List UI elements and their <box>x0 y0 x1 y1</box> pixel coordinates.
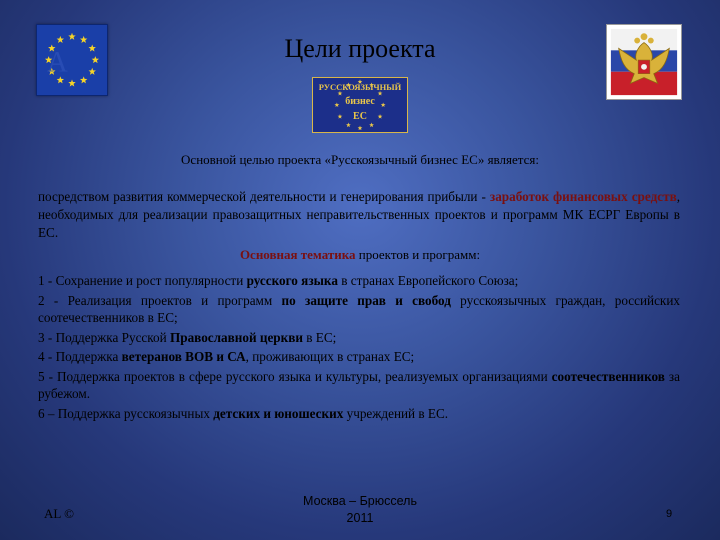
logo-line-2: бизнес <box>345 96 375 107</box>
goal-highlight: заработок финансовых средств <box>489 189 677 204</box>
list-item <box>38 272 680 290</box>
footer-location: Москва – Брюссель <box>303 494 417 508</box>
star-icon <box>358 126 363 131</box>
themes-heading-rest: проектов и программ: <box>355 247 481 262</box>
item-text: 3 - Поддержка Русской <box>38 329 170 345</box>
item-bold: русского языка <box>246 273 338 288</box>
item-text: русскоязычных граждан, российских соотечественников в ЕС; <box>38 292 680 325</box>
list-item <box>38 329 680 347</box>
goal-paragraph <box>38 188 680 242</box>
item-text: , проживающих в странах ЕС; <box>245 349 415 364</box>
list-item <box>38 292 680 327</box>
logo-line-1: РУССКОЯЗЫЧНЫЙ <box>318 82 402 92</box>
list-item <box>38 368 680 403</box>
list-item <box>38 405 680 423</box>
footer-author: AL © <box>44 506 74 521</box>
goal-text-part2: , необходимых для реализации правозащитных неправительственных проектов и программ МК ЕСРГ Европы в ЕС. <box>38 189 680 240</box>
star-icon <box>369 123 374 128</box>
main-goal-heading: Основной целью проекта «Русскоязычный бизнес ЕС» является: <box>181 152 539 167</box>
themes-list <box>38 272 680 424</box>
item-text: учреждений в ЕС. <box>343 405 449 421</box>
page-number: 9 <box>666 508 673 520</box>
item-text: 6 – Поддержка русскоязычных <box>38 405 214 421</box>
item-bold: ветеранов ВОВ и СА <box>121 349 246 364</box>
business-logo <box>312 77 408 133</box>
item-bold: по защите прав и свобод <box>281 292 451 308</box>
item-text: 1 - Сохранение и рост популярности <box>38 273 247 288</box>
item-bold: детских и юношеских <box>213 405 344 421</box>
item-bold: Православной церкви <box>169 329 303 345</box>
logo-line-3: ЕС <box>353 111 367 122</box>
footer-year: 2011 <box>346 511 374 525</box>
item-text: в странах Европейского Союза; <box>337 273 519 288</box>
footer-location-year <box>280 493 440 527</box>
themes-heading-highlight: Основная тематика <box>239 247 356 262</box>
themes-heading <box>0 247 720 263</box>
item-text: 5 - Поддержка проектов в сфере русского языка и культуры, реализуемых организациями <box>38 368 552 384</box>
item-text: 4 - Поддержка <box>38 349 122 364</box>
item-bold: соотечественников <box>551 368 665 384</box>
page-title: Цели проекта <box>284 34 436 63</box>
list-item <box>38 348 680 366</box>
item-text: за рубежом. <box>38 368 680 401</box>
item-text: в ЕС; <box>302 329 337 345</box>
goal-text-part1: посредством развития коммерческой деятельности и генерирования прибыли - <box>38 189 490 204</box>
item-text: 2 - Реализация проектов и программ <box>38 292 282 308</box>
star-icon <box>346 123 351 128</box>
svg-text:A: A <box>46 46 68 79</box>
